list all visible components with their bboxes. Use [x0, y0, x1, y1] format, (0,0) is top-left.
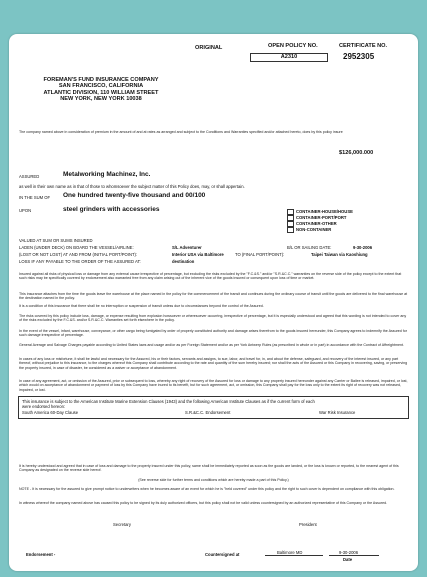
date-line — [329, 550, 379, 556]
paragraph: In cases of any loss or misfortune, it shall be lawful and necessary for the Assured, his or their factors, servants and assigns, to sue, labor, and travel for, in, and about the defense, safeguard, and recovery of the interest insured, or any part thereof, without prejudice to this insurance, to the charges whereof this Company shall contribute according to the rate and quantity of the sum hereby insured; nor shall the acts of the Assured or this Company in recovering, saving, or preserving the property insured, in case of disaster, be considered as a waiver or acceptance of abandonment. — [19, 357, 408, 370]
upon-value: steel grinders with accessories — [63, 206, 160, 213]
clause-item: S.R.&C.C. Endorsement — [185, 410, 231, 415]
clause-item: War Risk Insurance — [319, 410, 356, 415]
paragraph: NOTE - It is necessary for the assured to give prompt notice to underwriters when he becomes aware of an event for which he is "held covered" under this policy and the right to such cover is dependent on compliance with this obligation. — [19, 487, 395, 491]
paragraph: In the event of the vessel, infant, warehouse, conveyance, or other cargo being fumigated by order of properly constituted authority and damage arises therefrom to the goods insured hereunder, this Company agrees to indemnify the Assured for such damage irrespective of percentage. — [19, 329, 407, 338]
president-signature: President — [299, 522, 317, 527]
endorsement-label: Endorsement - — [26, 552, 56, 557]
sailing-label: B/L OR SAILING DATE: — [287, 245, 332, 250]
clauses-box — [18, 396, 409, 419]
assured-note: as well in their own name as in that of those to whomsoever the subject matter of this Policy does, may, or shall appertain. — [19, 184, 245, 189]
clause-item: South America 60-Day Clause — [22, 410, 79, 415]
laden-value: S/L Adventurer — [172, 245, 202, 250]
final-value: Taipei Taiwan via Kaoshiung — [311, 252, 368, 257]
countersigned-place: Baltimore MD — [277, 550, 303, 555]
container-option[interactable]: CONTAINER-OTHER — [287, 221, 353, 227]
container-option[interactable]: NON-CONTAINER — [287, 227, 353, 233]
company-city: SAN FRANCISCO, CALIFORNIA — [58, 83, 144, 90]
intro-text: The company named above in consideration of premium in the amount of and at rates as arranged and subject to the Conditions and Warranties specified and/or attached hereto, does by this policy insure — [19, 130, 343, 134]
container-option[interactable]: CONTAINER-PORT/PORT — [287, 215, 353, 221]
countersigned-line — [265, 550, 323, 556]
paragraph: The risks covered by this policy include loss, damage, or expense resulting from explosion howsoever or wheresoever occurring, irrespective of percentage, but it is especially understood and agreed that this wording is not intended to cover any of the risks excluded by the F.C.&S. and/or S.R.&C.C. Warranties set forth elsewhere in the policy. — [19, 314, 407, 323]
sum-value: One hundred twenty-five thousand and 00/100 — [63, 192, 206, 199]
open-policy-number: A2310 — [250, 53, 328, 62]
assured-label: ASSURED — [19, 174, 40, 179]
paragraph: Insured against all risks of physical loss or damage from any external cause irrespective of percentage, but excluding the risks excluded by the "F.C.&S." and/or "S.R.&C.C." warranties on the reverse side of the policy except to the extent that such risks may be specifically covered by endorsement also warranted free from any claim arising out of the inherent vice of the goods insured or consequent upon loss of time or market. — [19, 272, 402, 281]
certificate-number: 2952305 — [343, 52, 375, 61]
paragraph: This insurance attaches from the time the goods leave the warehouse at the place named in the policy for the commencement of the transit and continues during the ordinary course of transit until the goods are delivered to the final warehouse at the destination named in the policy. — [19, 292, 408, 301]
checkbox-icon[interactable] — [287, 227, 294, 233]
open-policy-label: OPEN POLICY NO. — [268, 43, 318, 49]
loss-label: LOSS IF ANY PAYABLE TO THE ORDER OF THE ASSURED AT: — [19, 259, 141, 264]
company-name: FOREMAN'S FUND INSURANCE COMPANY — [43, 77, 159, 83]
loss-value: destination — [172, 259, 195, 264]
laden-label: LADEN (UNDER DECK) ON BOARD THE VESSEL/AIRLINE: — [19, 245, 134, 250]
insured-amount: $126,000.000 — [339, 150, 374, 156]
company-location: NEW YORK, NEW YORK 10038 — [60, 96, 142, 103]
clauses-text: This insurance is subject to the American Institute Marine Extension Clauses (1943) and the following American Institute Clauses as if the current form of each were endorsed hereon: — [22, 399, 315, 410]
reverse-side-note: (See reverse side for further terms and conditions which are hereby made a part of this Policy.) — [138, 478, 289, 482]
original-label: ORIGINAL — [195, 45, 223, 51]
date-label: Date — [343, 557, 353, 562]
lost-value: Interior USA via Baltimore — [172, 252, 224, 257]
certificate-label: CERTIFICATE NO. — [339, 43, 388, 49]
container-option[interactable]: CONTAINER-HOUSE/HOUSE — [287, 209, 353, 215]
footer-date: 9-30-2006 — [339, 550, 359, 555]
assured-value: Metalworking Machinez, Inc. — [63, 171, 151, 178]
paragraph: It is hereby understood and agreed that in case of loss and damage to the property insured under this policy, same shall be immediately reported as soon as the goods are landed, or the loss is known or reported, to the nearest agent of this Company as designated on the reverse side hereof. — [19, 464, 399, 473]
secretary-signature: Secretary — [113, 522, 131, 527]
paragraph: General Average and Salvage Charges payable according to United States laws and usage and/or as per Foreign Statement and/or as per York Antwerp Rules (as prescribed in whole or in part) in accordance with the Contract of Affreightment. — [19, 343, 405, 347]
paragraph: It is a condition of this insurance that there shall be no interruption or suspension of transit unless due to circumstances beyond the control of the Assured. — [19, 304, 264, 308]
upon-label: UPON — [19, 208, 32, 213]
sum-label: IN THE SUM OF — [19, 195, 51, 200]
lost-label: (LOST OR NOT LOST) AT AND FROM (INITIAL PORT/POINT): — [19, 252, 138, 257]
policy-certificate — [9, 34, 418, 571]
company-division: ATLANTIC DIVISION, 110 WILLIAM STREET — [43, 89, 159, 96]
final-label: TO (FINAL PORT/POINT): — [235, 252, 285, 257]
sailing-value: 9-30-2006 — [353, 245, 373, 250]
countersigned-label: Countersigned at — [205, 552, 240, 557]
company-block — [21, 77, 181, 103]
paragraph: In case of any agreement, act, or omission of the Assured, prior or subsequent to loss, whereby any right of recovery of the Assured for loss or damage to any property insured hereunder against any Carrier or Bailee is released, impaired, or lost, which would on acceptance of abandonment or payment of loss by this Company have inured to its benefit, but for such agreement, act, or omission, this Company shall pay for the loss only to the extent its right of recovery was not released, impaired, or lost. — [19, 379, 408, 392]
container-options — [287, 209, 353, 233]
paragraph: In witness whereof the company named above has caused this policy to be signed by its duly authorized officers, but this policy shall not be valid unless countersigned by an authorized representative of this Company or the Assured. — [19, 501, 388, 505]
valued-line: VALUED AT SUM OR SUMS INSURED — [19, 238, 93, 243]
